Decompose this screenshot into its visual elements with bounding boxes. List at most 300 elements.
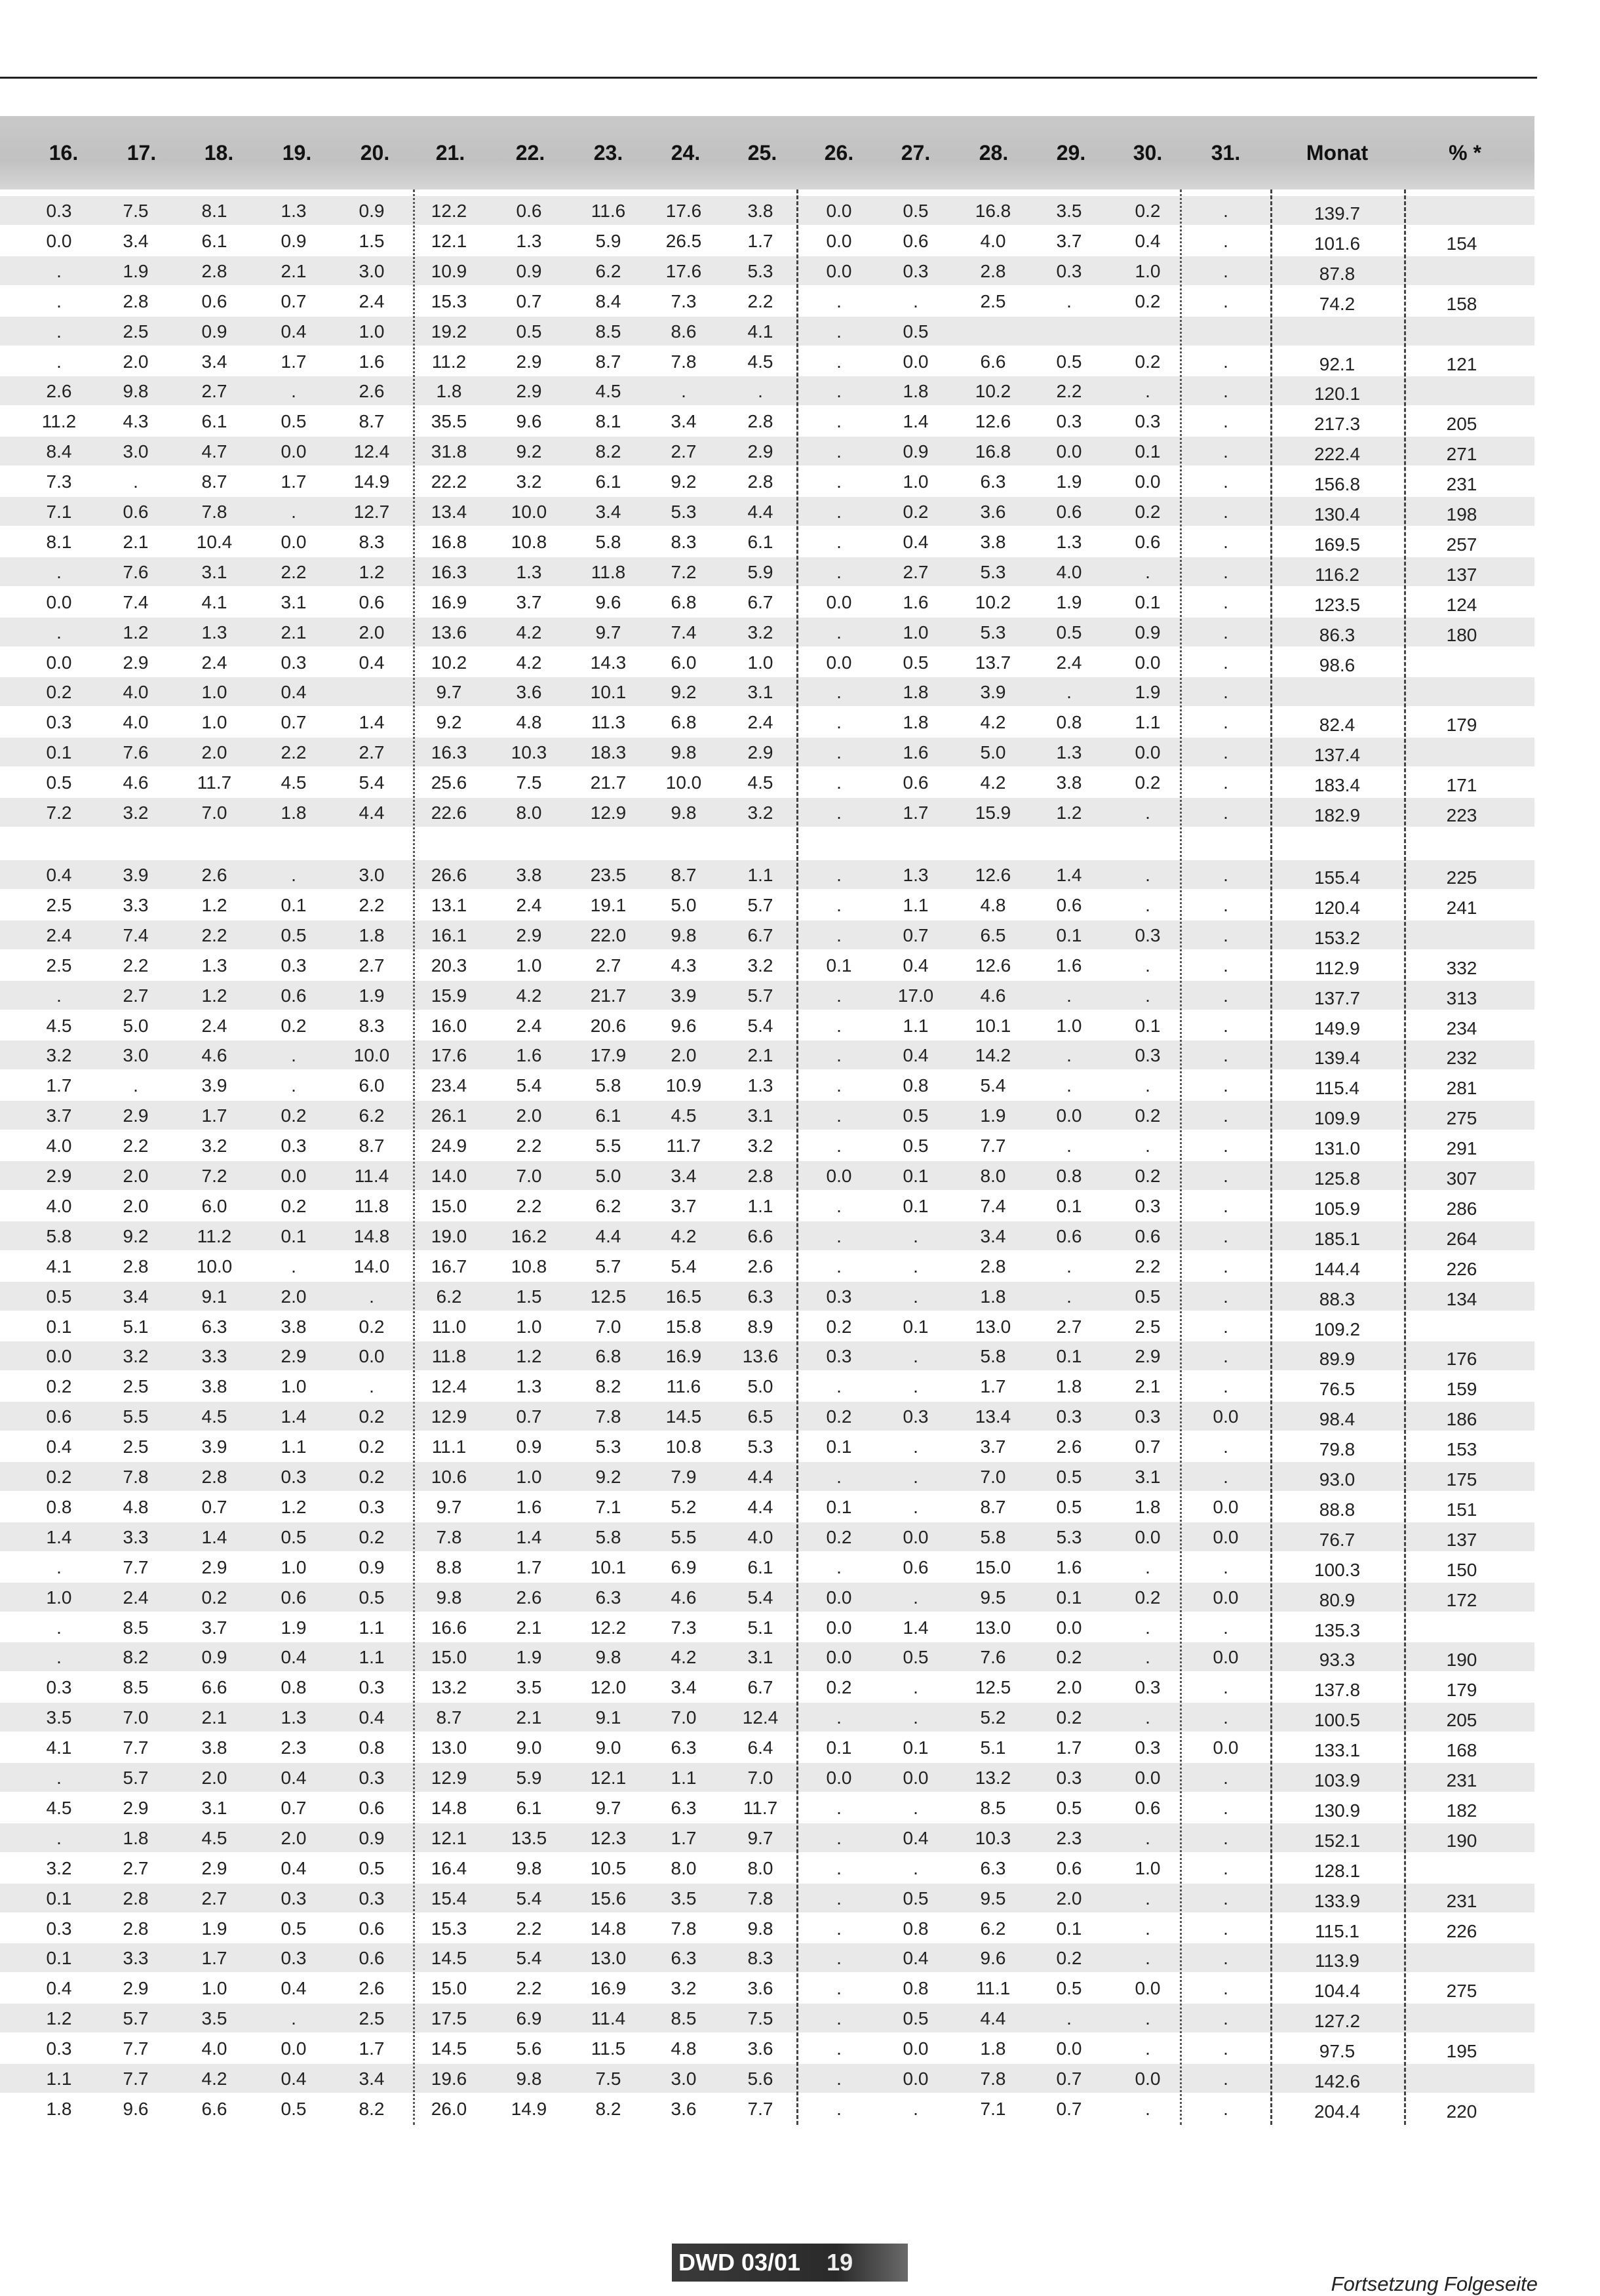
month-total-cell: 120.1 [1314, 384, 1361, 405]
day-value-cell: 0.4 [903, 1827, 929, 1848]
day-value-cell: 7.7 [123, 2068, 149, 2089]
day-value-cell: 5.0 [980, 742, 1006, 763]
day-value-cell: 0.1 [46, 742, 72, 763]
day-value-cell: 2.5 [46, 955, 72, 976]
day-value-cell: 3.7 [1056, 230, 1082, 251]
day-value-cell: 7.3 [671, 290, 697, 311]
day-value-cell: 0.2 [1056, 1707, 1082, 1728]
day-value-cell: 0.3 [46, 712, 72, 733]
day-value-cell: 11.3 [591, 712, 626, 733]
day-value-cell: 17.0 [897, 985, 934, 1006]
day-value-cell: 1.1 [46, 2068, 72, 2089]
header-cell: 23. [593, 140, 623, 165]
day-value-cell: 0.5 [903, 1647, 929, 1668]
day-value-cell: 1.2 [516, 1346, 542, 1367]
day-value-cell: 2.4 [359, 290, 385, 311]
day-value-cell: 0.3 [1135, 1045, 1161, 1066]
header-cell: % * [1449, 140, 1481, 165]
day-value-cell: . [56, 1647, 62, 1668]
day-value-cell: . [56, 622, 62, 643]
day-value-cell: . [1145, 381, 1150, 402]
day-value-cell: 4.3 [123, 411, 149, 432]
day-value-cell: 8.3 [359, 1015, 385, 1036]
day-value-cell: 2.9 [201, 1556, 227, 1577]
day-value-cell: . [836, 1045, 842, 1066]
day-value-cell: 0.0 [281, 2038, 307, 2059]
day-value-cell: 2.6 [1056, 1436, 1082, 1457]
day-value-cell: 0.1 [1135, 1015, 1161, 1036]
day-value-cell: 3.7 [671, 1195, 697, 1216]
day-value-cell: 0.1 [826, 1436, 852, 1457]
day-value-cell: 25.6 [431, 772, 467, 793]
day-value-cell: . [1223, 1376, 1228, 1397]
day-value-cell: 1.1 [281, 1436, 307, 1457]
day-value-cell: . [1223, 1978, 1228, 1999]
day-value-cell: . [1223, 894, 1228, 915]
day-value-cell: 5.5 [123, 1406, 149, 1427]
day-value-cell: 0.2 [1135, 201, 1161, 221]
day-value-cell: 11.8 [591, 561, 626, 582]
day-value-cell: 4.1 [46, 1737, 72, 1758]
day-value-cell: 0.0 [826, 591, 852, 612]
column-divider [796, 189, 798, 2125]
day-value-cell: 1.9 [980, 1105, 1006, 1126]
day-value-cell: 0.5 [903, 1136, 929, 1157]
day-value-cell: 2.9 [516, 381, 542, 402]
day-value-cell: 13.0 [975, 1617, 1011, 1638]
month-total-cell: 101.6 [1314, 233, 1361, 254]
header-cell: 19. [282, 140, 312, 165]
day-value-cell: 0.0 [1135, 652, 1161, 673]
day-value-cell: 0.2 [359, 1436, 385, 1457]
day-value-cell: 12.6 [975, 411, 1011, 432]
day-value-cell: . [1223, 1045, 1228, 1066]
day-value-cell: 1.7 [359, 2038, 385, 2059]
continuation-note: Fortsetzung Folgeseite [1331, 2272, 1538, 2295]
day-value-cell: 2.2 [1056, 381, 1082, 402]
day-value-cell: . [1223, 1768, 1228, 1788]
day-value-cell: 6.6 [980, 351, 1006, 372]
day-value-cell: 13.2 [431, 1677, 467, 1698]
day-value-cell: 2.6 [747, 1256, 773, 1277]
day-value-cell: 12.9 [431, 1406, 467, 1427]
day-value-cell: . [836, 441, 842, 462]
day-value-cell: 0.5 [903, 652, 929, 673]
day-value-cell: . [1223, 742, 1228, 763]
day-value-cell: 9.5 [980, 1888, 1006, 1909]
month-total-cell: 185.1 [1314, 1228, 1361, 1249]
day-value-cell: 7.0 [123, 1707, 149, 1728]
day-value-cell: 13.0 [590, 1948, 627, 1969]
day-value-cell: 0.2 [1135, 772, 1161, 793]
percent-cell: 226 [1446, 1920, 1477, 1941]
day-value-cell: 0.5 [1056, 1496, 1082, 1517]
day-value-cell: . [913, 1256, 918, 1277]
day-value-cell: . [1223, 1105, 1228, 1126]
day-value-cell: 8.8 [436, 1556, 462, 1577]
day-value-cell: 0.3 [46, 1918, 72, 1939]
day-value-cell: 3.9 [201, 1436, 227, 1457]
day-value-cell: 12.1 [431, 230, 467, 251]
day-value-cell: . [913, 1346, 918, 1367]
day-value-cell: 0.2 [826, 1526, 852, 1547]
day-value-cell: . [1066, 2008, 1072, 2029]
day-value-cell: 1.2 [201, 894, 227, 915]
day-value-cell: 0.5 [281, 2098, 307, 2119]
day-value-cell: 4.4 [595, 1225, 621, 1246]
percent-cell: 151 [1446, 1499, 1477, 1520]
day-value-cell: 10.0 [353, 1045, 390, 1066]
day-value-cell: 10.4 [196, 531, 233, 552]
day-value-cell: . [1145, 1707, 1150, 1728]
day-value-cell: 1.0 [359, 321, 385, 342]
day-value-cell: 7.2 [46, 802, 72, 823]
day-value-cell: 1.3 [281, 1707, 307, 1728]
day-value-cell: 0.0 [903, 351, 929, 372]
day-value-cell: 0.6 [1135, 531, 1161, 552]
day-value-cell: . [836, 802, 842, 823]
day-value-cell: 1.6 [1056, 1556, 1082, 1577]
day-value-cell: 12.5 [590, 1286, 627, 1307]
day-value-cell: 5.7 [123, 2008, 149, 2029]
day-value-cell: 3.2 [201, 1136, 227, 1157]
day-value-cell: 8.1 [595, 411, 621, 432]
day-value-cell: 2.7 [1056, 1316, 1082, 1337]
day-value-cell: 3.9 [671, 985, 697, 1006]
day-value-cell: . [1223, 1436, 1228, 1457]
day-value-cell: 6.6 [201, 2098, 227, 2119]
month-total-cell: 120.4 [1314, 897, 1361, 918]
day-value-cell: 10.3 [975, 1827, 1011, 1848]
day-value-cell: . [1223, 1827, 1228, 1848]
day-value-cell: 0.2 [826, 1677, 852, 1698]
day-value-cell: 1.8 [980, 1286, 1006, 1307]
month-total-cell: 76.5 [1319, 1379, 1356, 1400]
day-value-cell: 9.6 [980, 1948, 1006, 1969]
day-value-cell: 3.2 [123, 802, 149, 823]
day-value-cell: 8.2 [595, 1376, 621, 1397]
day-value-cell: 4.0 [201, 2038, 227, 2059]
day-value-cell: 5.8 [595, 1526, 621, 1547]
day-value-cell: . [1223, 260, 1228, 281]
day-value-cell: 13.6 [431, 622, 467, 643]
day-value-cell: 4.2 [980, 712, 1006, 733]
day-value-cell: 7.2 [201, 1166, 227, 1186]
day-value-cell: 1.0 [201, 712, 227, 733]
day-value-cell: 8.0 [747, 1857, 773, 1878]
day-value-cell: 5.4 [359, 772, 385, 793]
day-value-cell: 0.8 [359, 1737, 385, 1758]
day-value-cell: 0.5 [903, 321, 929, 342]
day-value-cell: 0.2 [1135, 290, 1161, 311]
day-value-cell: 0.0 [826, 1617, 852, 1638]
day-value-cell: 1.8 [123, 1827, 149, 1848]
day-value-cell: 1.0 [46, 1587, 72, 1608]
day-value-cell: 1.1 [903, 1015, 929, 1036]
day-value-cell: . [1145, 561, 1150, 582]
day-value-cell: 6.1 [201, 411, 227, 432]
day-value-cell: . [56, 1768, 62, 1788]
day-value-cell: 0.2 [281, 1105, 307, 1126]
day-value-cell: 0.3 [46, 201, 72, 221]
day-value-cell: 16.6 [431, 1617, 467, 1638]
day-value-cell: 1.0 [516, 1467, 542, 1487]
day-value-cell: 7.0 [516, 1166, 542, 1186]
day-value-cell: 0.2 [201, 1587, 227, 1608]
day-value-cell: 15.9 [431, 985, 467, 1006]
day-value-cell: . [836, 985, 842, 1006]
day-value-cell: 15.4 [431, 1888, 467, 1909]
day-value-cell: 3.9 [980, 682, 1006, 703]
day-value-cell: . [758, 381, 763, 402]
day-value-cell: 0.4 [903, 955, 929, 976]
day-value-cell: 1.3 [1056, 531, 1082, 552]
column-divider [1270, 189, 1272, 2125]
day-value-cell: 1.4 [903, 411, 929, 432]
day-value-cell: 14.8 [431, 1797, 467, 1818]
month-total-cell: 137.4 [1314, 745, 1361, 766]
day-value-cell: 0.4 [1135, 230, 1161, 251]
day-value-cell: . [1145, 1617, 1150, 1638]
day-value-cell: 11.0 [431, 1316, 467, 1337]
day-value-cell: 0.6 [281, 985, 307, 1006]
percent-cell: 241 [1446, 897, 1477, 918]
day-value-cell: 0.4 [903, 531, 929, 552]
day-value-cell: 13.6 [742, 1346, 779, 1367]
day-value-cell: 9.8 [436, 1587, 462, 1608]
day-value-cell: . [1145, 1827, 1150, 1848]
day-value-cell: . [1223, 441, 1228, 462]
day-value-cell: 6.7 [747, 1677, 773, 1698]
day-value-cell: . [1223, 471, 1228, 492]
day-value-cell: 7.9 [671, 1467, 697, 1487]
percent-cell: 121 [1446, 353, 1477, 374]
month-total-cell: 217.3 [1314, 414, 1361, 435]
day-value-cell: . [1223, 1467, 1228, 1487]
day-value-cell: . [1223, 1075, 1228, 1096]
day-value-cell: 4.6 [201, 1045, 227, 1066]
day-value-cell: 2.9 [123, 652, 149, 673]
day-value-cell: . [836, 351, 842, 372]
day-value-cell: . [1223, 230, 1228, 251]
day-value-cell: 10.9 [431, 260, 467, 281]
month-total-cell: 98.4 [1319, 1409, 1356, 1430]
day-value-cell: . [836, 1888, 842, 1909]
day-value-cell: . [1223, 1797, 1228, 1818]
day-value-cell: 6.6 [201, 1677, 227, 1698]
day-value-cell: 12.5 [975, 1677, 1011, 1698]
month-total-cell: 139.4 [1314, 1048, 1361, 1069]
day-value-cell: 10.6 [431, 1467, 467, 1487]
day-value-cell: 4.2 [980, 772, 1006, 793]
day-value-cell: 0.6 [1135, 1797, 1161, 1818]
day-value-cell: 23.5 [590, 865, 627, 885]
day-value-cell: 5.1 [747, 1617, 773, 1638]
day-value-cell: . [1223, 682, 1228, 703]
day-value-cell: 5.6 [516, 2038, 542, 2059]
day-value-cell: 0.4 [903, 1045, 929, 1066]
day-value-cell: 26.0 [431, 2098, 467, 2119]
day-value-cell: 3.2 [747, 955, 773, 976]
day-value-cell: 2.2 [123, 1136, 149, 1157]
day-value-cell: 5.4 [516, 1075, 542, 1096]
day-value-cell: . [836, 471, 842, 492]
day-value-cell: 0.9 [359, 1827, 385, 1848]
day-value-cell: 0.4 [281, 321, 307, 342]
month-total-cell: 113.9 [1315, 1950, 1359, 1971]
day-value-cell: 2.7 [671, 441, 697, 462]
day-value-cell: 1.8 [1056, 1376, 1082, 1397]
header-cell: 28. [979, 140, 1009, 165]
day-value-cell: 2.0 [281, 1827, 307, 1848]
day-value-cell: 0.0 [1213, 1737, 1239, 1758]
day-value-cell: 7.5 [595, 2068, 621, 2089]
percent-cell: 281 [1446, 1078, 1477, 1099]
day-value-cell: 0.0 [826, 1166, 852, 1186]
day-value-cell: 7.3 [46, 471, 72, 492]
top-rule [0, 77, 1537, 79]
day-value-cell: 0.3 [1056, 1406, 1082, 1427]
day-value-cell: 0.2 [826, 1406, 852, 1427]
day-value-cell: 2.5 [980, 290, 1006, 311]
footer-badge [672, 2244, 908, 2282]
day-value-cell: 0.1 [1135, 591, 1161, 612]
day-value-cell: 6.1 [516, 1797, 542, 1818]
day-value-cell: 9.5 [980, 1587, 1006, 1608]
day-value-cell: 3.5 [1056, 201, 1082, 221]
day-value-cell: 4.8 [671, 2038, 697, 2059]
day-value-cell: 9.8 [595, 1647, 621, 1668]
day-value-cell: 7.0 [201, 802, 227, 823]
day-value-cell: 11.4 [354, 1166, 389, 1186]
day-value-cell: 1.8 [903, 682, 929, 703]
day-value-cell: 0.2 [1135, 1587, 1161, 1608]
day-value-cell: 1.3 [516, 561, 542, 582]
day-value-cell: 0.3 [281, 955, 307, 976]
day-value-cell: 7.6 [123, 561, 149, 582]
month-total-cell: 137.7 [1314, 987, 1361, 1008]
day-value-cell: 1.3 [281, 201, 307, 221]
day-value-cell: 3.5 [671, 1888, 697, 1909]
day-value-cell: . [1223, 2008, 1228, 2029]
day-value-cell: 2.4 [747, 712, 773, 733]
day-value-cell: 4.4 [747, 1467, 773, 1487]
day-value-cell: 14.2 [975, 1045, 1011, 1066]
day-value-cell: 7.8 [436, 1526, 462, 1547]
percent-cell: 234 [1446, 1018, 1477, 1039]
day-value-cell: 5.8 [980, 1346, 1006, 1367]
day-value-cell: 2.7 [201, 1888, 227, 1909]
day-value-cell: 8.3 [671, 531, 697, 552]
day-value-cell: 2.2 [359, 894, 385, 915]
day-value-cell: 9.6 [671, 1015, 697, 1036]
day-value-cell: 3.6 [516, 682, 542, 703]
day-value-cell: 2.0 [201, 1768, 227, 1788]
day-value-cell: . [836, 290, 842, 311]
day-value-cell: 3.4 [671, 1166, 697, 1186]
day-value-cell: 3.5 [516, 1677, 542, 1698]
percent-cell: 275 [1446, 1981, 1477, 2002]
day-value-cell: 13.2 [975, 1768, 1011, 1788]
day-value-cell: 6.2 [359, 1105, 385, 1126]
day-value-cell: . [913, 1436, 918, 1457]
day-value-cell: 3.6 [747, 1978, 773, 1999]
day-value-cell: 17.6 [431, 1045, 467, 1066]
day-value-cell: 3.0 [123, 441, 149, 462]
day-value-cell: 4.5 [46, 1797, 72, 1818]
day-value-cell: . [836, 321, 842, 342]
day-value-cell: 3.8 [201, 1737, 227, 1758]
day-value-cell: 0.6 [903, 1556, 929, 1577]
day-value-cell: 11.1 [431, 1436, 467, 1457]
day-value-cell: . [913, 1857, 918, 1878]
day-value-cell: 1.7 [201, 1105, 227, 1126]
day-value-cell: 7.4 [980, 1195, 1006, 1216]
day-value-cell: 3.4 [595, 502, 621, 522]
day-value-cell: . [836, 742, 842, 763]
day-value-cell: 14.5 [431, 1948, 467, 1969]
day-value-cell: 14.3 [590, 652, 627, 673]
day-value-cell: 7.7 [123, 1737, 149, 1758]
day-value-cell: . [1223, 1888, 1228, 1909]
day-value-cell: . [1145, 1136, 1150, 1157]
day-value-cell: 3.7 [46, 1105, 72, 1126]
percent-cell: 275 [1446, 1108, 1477, 1129]
day-value-cell: 10.3 [511, 742, 547, 763]
day-value-cell: . [1066, 1136, 1072, 1157]
day-value-cell: 2.6 [359, 381, 385, 402]
percent-cell: 134 [1446, 1288, 1477, 1309]
day-value-cell: 9.7 [436, 682, 462, 703]
day-value-cell: . [1223, 772, 1228, 793]
day-value-cell: 6.3 [747, 1286, 773, 1307]
day-value-cell: 1.3 [201, 622, 227, 643]
day-value-cell: . [1223, 381, 1228, 402]
day-value-cell: 2.8 [123, 1888, 149, 1909]
day-value-cell: . [291, 1256, 296, 1277]
day-value-cell: 0.0 [1213, 1406, 1239, 1427]
day-value-cell: . [1223, 1256, 1228, 1277]
day-value-cell: . [913, 2098, 918, 2119]
day-value-cell: 11.1 [975, 1978, 1011, 1999]
day-value-cell: 6.2 [595, 1195, 621, 1216]
day-value-cell: 2.1 [747, 1045, 773, 1066]
day-value-cell: . [836, 1948, 842, 1969]
day-value-cell: 0.5 [1135, 1286, 1161, 1307]
day-value-cell: 2.9 [516, 924, 542, 945]
day-value-cell: 6.3 [671, 1948, 697, 1969]
day-value-cell: 2.8 [980, 1256, 1006, 1277]
day-value-cell: 8.2 [595, 2098, 621, 2119]
day-value-cell: 0.8 [46, 1496, 72, 1517]
day-value-cell: 12.6 [975, 955, 1011, 976]
month-total-cell: 115.1 [1315, 1920, 1359, 1941]
day-value-cell: 4.4 [747, 502, 773, 522]
day-value-cell: 4.4 [747, 1496, 773, 1517]
percent-cell: 220 [1446, 2101, 1477, 2122]
day-value-cell: 3.0 [123, 1045, 149, 1066]
day-value-cell: 2.4 [516, 894, 542, 915]
day-value-cell: 0.7 [201, 1496, 227, 1517]
month-total-cell: 100.5 [1314, 1710, 1361, 1731]
day-value-cell: 4.5 [201, 1406, 227, 1427]
day-value-cell: . [56, 260, 62, 281]
day-value-cell: 2.1 [123, 531, 149, 552]
day-value-cell: . [1223, 802, 1228, 823]
month-total-cell: 144.4 [1314, 1258, 1361, 1279]
day-value-cell: 12.4 [431, 1376, 467, 1397]
day-value-cell: . [836, 381, 842, 402]
